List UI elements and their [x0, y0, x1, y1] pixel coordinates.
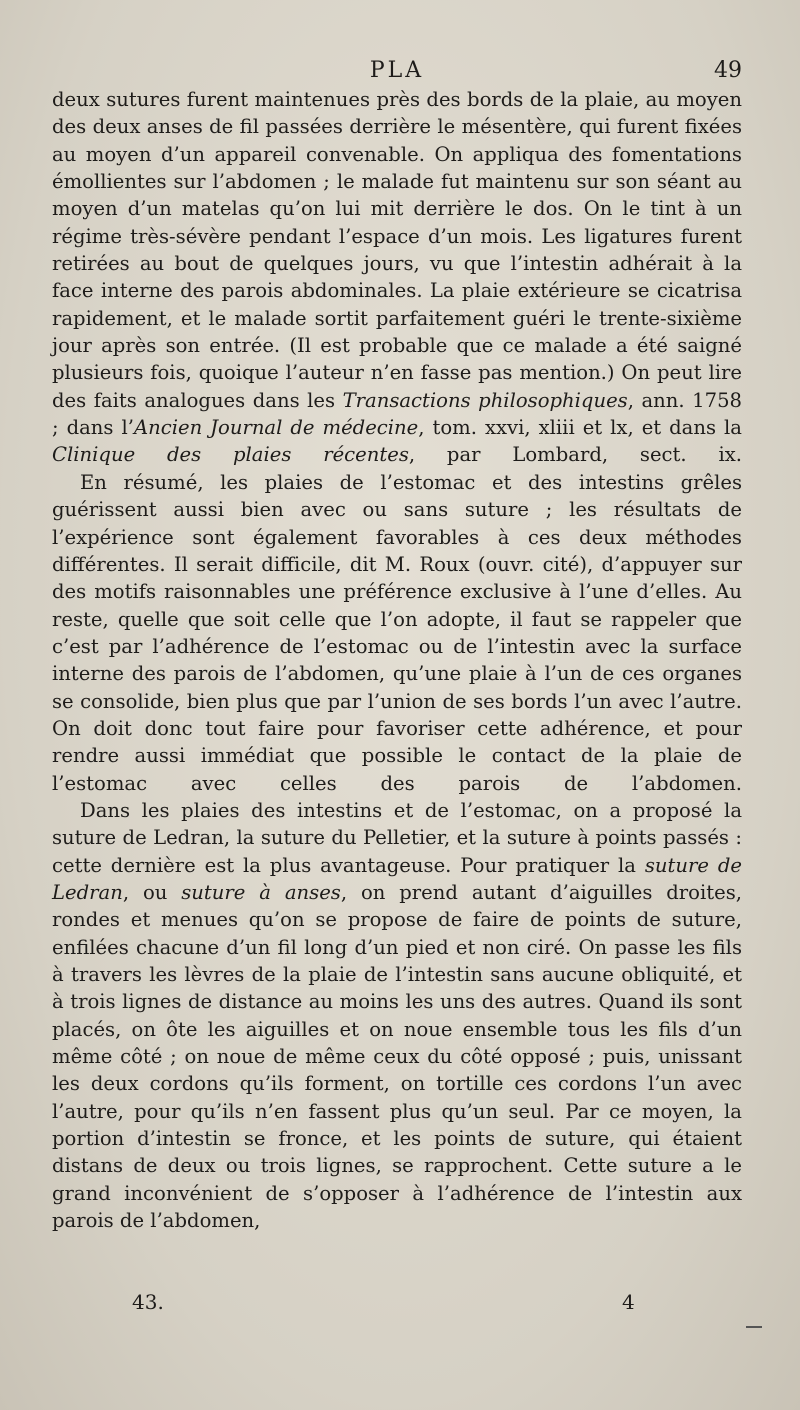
page-footer	[52, 1290, 742, 1320]
paragraph-2	[52, 469, 742, 797]
italic-title: Clinique des plaies récentes	[52, 443, 409, 467]
text-run: , ou	[122, 880, 182, 904]
paragraph-1	[52, 86, 742, 469]
text-run: , on prend autant d’aiguilles droites, rondes et menues qu’on se propose de faire de points de suture, enfilées chacune d’un fil long d’un pied et non ciré. On passe les fils à travers les lèvres de la plaie de l’intestin sans aucune obliquité, et à trois lignes de distance au moins les uns des autres. Quand ils sont placés, on ôte les aiguilles et on noue ensemble tous les fils d’un même côté ; on noue de même ceux du côté opposé ; puis, unissant les deux cordons qu’ils forment, on tortille ces cordons l’un avec l’autre, pour qu’ils n’en fassent plus qu’un seul. Par ce moyen, la portion d’intestin se fronce, et les points de suture, qui étaient distans de deux ou trois lignes, se rapprochent. Cette suture a le grand inconvénient de s’opposer à l’adhérence de l’intestin aux parois de l’abdomen,	[52, 880, 742, 1233]
page-body	[52, 86, 742, 1234]
signature-mark: 43.	[132, 1290, 164, 1314]
edge-mark	[746, 1326, 762, 1328]
italic-title: suture à anses	[181, 880, 341, 904]
page-number: 49	[714, 58, 742, 83]
text-run: , tom. xxvi, xliii et lx, et dans la	[418, 416, 742, 440]
page-header	[52, 58, 742, 88]
text-run: En résumé, les plaies de l’estomac et des intestins grêles guérissent aussi bien avec ou sans suture ; les résultats de l’expérience sont également favorables à ces deux méthodes différentes. Il serait difficile, dit M. Roux (ouvr. cité), d’appuyer sur des motifs raisonnables une préférence exclusive à l’une d’elles. Au reste, quelle que soit celle que l’on adopte, il faut se rappeler que c’est par l’adhérence de l’estomac ou de l’intestin avec la surface interne des parois de l’abdomen, qu’une plaie à l’un de ces organes se consolide, bien plus que par l’union de ses bords l’un avec l’autre. On doit donc tout faire pour favoriser cette adhérence, et pour rendre aussi immédiat que possible le contact de la plaie de l’estomac avec celles des parois de l’abdomen.	[52, 470, 742, 795]
text-run: , ann. 1758 ; dans l’	[52, 388, 743, 440]
italic-title: Transactions philosophiques	[342, 388, 628, 412]
text-run: , par Lombard, sect. ix.	[408, 443, 742, 467]
running-head: PLA	[369, 58, 425, 83]
text-run: Dans les plaies des intestins et de l’estomac, on a proposé la suture de Ledran, la suture du Pelletier, et la suture à points passés : cette dernière est la plus avantageuse. Pour pratiquer la	[52, 798, 742, 877]
sheet-number: 4	[622, 1290, 635, 1314]
italic-title: Ancien Journal de médecine	[133, 416, 419, 440]
paragraph-3	[52, 797, 742, 1235]
text-run: deux sutures furent maintenues près des bords de la plaie, au moyen des deux anses de fil passées derrière le mésentère, qui furent fixées au moyen d’un appareil convenable. On appliqua des fomentations émollientes sur l’abdomen ; le malade fut maintenu sur son séant au moyen d’un matelas qu’on lui mit derrière le dos. On le tint à un régime très-sévère pendant l’espace d’un mois. Les ligatures furent retirées au bout de quelques jours, vu que l’intestin adhérait à la face interne des parois abdominales. La plaie extérieure se cicatrisa rapidement, et le malade sortit parfaitement guéri le trente-sixième jour après son entrée. (Il est probable que ce malade a été saigné plusieurs fois, quoique l’auteur n’en fasse pas mention.) On peut lire des faits analogues dans les	[52, 88, 742, 412]
italic-title: suture de Ledran	[52, 853, 742, 904]
